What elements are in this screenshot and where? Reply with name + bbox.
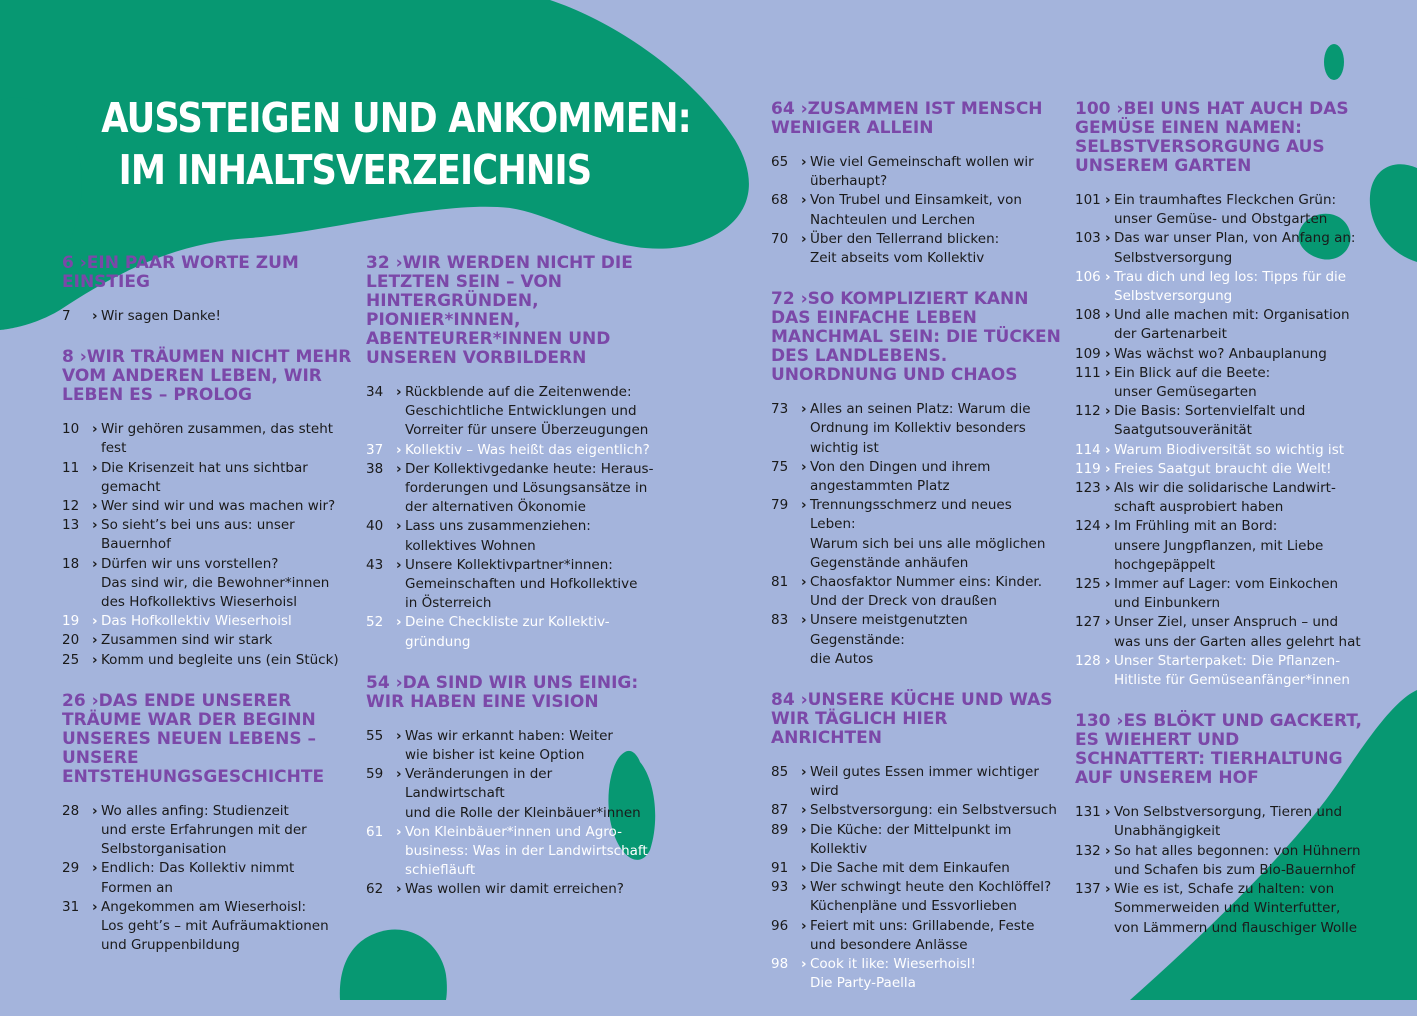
section-title: DAS ENDE UNSERER TRÄUME WAR DER BEGINN UNSERES NEUEN LEBENS – UNSERE ENTSTEHUNGSGESCHICHTE [62, 690, 325, 787]
toc-section [771, 691, 1061, 993]
toc-entry[interactable] [771, 458, 1061, 496]
entry-text: Cook it like: Wieserhoisl! Die Party-Paella [810, 956, 976, 992]
chevron-right-icon: › [1105, 842, 1111, 859]
toc-section [62, 254, 352, 326]
entry-text: Wir sagen Danke! [101, 308, 221, 324]
entry-page-number: 55 [366, 727, 384, 744]
toc-section [1075, 712, 1365, 937]
entry-page-number: 96 [771, 917, 789, 934]
chevron-right-icon: › [801, 230, 807, 247]
chevron-right-icon: › [92, 802, 98, 819]
entry-text: Alles an seinen Platz: Warum die Ordnung im Kollektiv besonders wichtig ist [810, 401, 1031, 456]
entry-page-number: 70 [771, 230, 789, 247]
chevron-right-icon: › [92, 613, 98, 630]
toc-entry[interactable] [1075, 880, 1365, 938]
section-page-number: 54 [366, 672, 390, 693]
entry-page-number: 112 [1075, 403, 1101, 420]
toc-entry[interactable] [62, 612, 352, 631]
toc-entry[interactable] [62, 898, 352, 956]
entry-page-number: 59 [366, 766, 384, 783]
entry-page-number: 19 [62, 613, 80, 630]
toc-entry[interactable] [366, 727, 656, 765]
entry-text: Im Frühling mit an Bord: unsere Jungpflanzen, mit Liebe hochgepäppelt [1114, 518, 1324, 573]
section-heading[interactable] [771, 691, 1061, 748]
entry-text: Wie es ist, Schafe zu halten: von Sommerweiden und Winterfutter, von Lämmern und flauschiger Wolle [1114, 881, 1358, 936]
chevron-right-icon: › [389, 672, 403, 693]
toc-section [62, 692, 352, 956]
section-page-number: 100 [1075, 99, 1111, 119]
entry-text: Freies Saatgut braucht die Welt! [1114, 460, 1332, 477]
toc-column-4 [1075, 100, 1365, 960]
entry-page-number: 29 [62, 860, 80, 877]
chevron-right-icon: › [92, 308, 98, 324]
toc-entry[interactable] [1075, 306, 1365, 344]
toc-entry[interactable] [62, 631, 352, 650]
section-page-number: 8 [62, 347, 74, 368]
section-page-number: 130 [1075, 711, 1111, 732]
entry-page-number: 109 [1075, 345, 1101, 362]
toc-entry[interactable] [771, 400, 1061, 458]
entry-text: Unsere meistgenutzten Gegenstände: die Autos [810, 612, 968, 667]
entry-page-number: 83 [771, 612, 789, 629]
chevron-right-icon: › [1105, 345, 1111, 362]
entry-page-number: 111 [1075, 364, 1101, 381]
chevron-right-icon: › [396, 881, 402, 898]
toc-entry[interactable] [1075, 402, 1365, 440]
entry-page-number: 106 [1075, 268, 1101, 285]
entry-page-number: 38 [366, 460, 384, 477]
toc-entry[interactable] [1075, 268, 1365, 306]
entry-text: Weil gutes Essen immer wichtiger wird [810, 764, 1039, 800]
chevron-right-icon: › [1105, 364, 1111, 381]
chevron-right-icon: › [794, 690, 808, 711]
toc-entry[interactable] [1075, 441, 1365, 460]
toc-entry[interactable] [771, 153, 1061, 191]
toc-entry[interactable] [1075, 803, 1365, 841]
entry-page-number: 103 [1075, 230, 1101, 247]
entry-page-number: 125 [1075, 576, 1101, 593]
toc-entry[interactable] [366, 613, 656, 651]
section-heading[interactable] [62, 692, 352, 787]
entry-text: Was wollen wir damit erreichen? [405, 881, 624, 898]
chevron-right-icon: › [92, 860, 98, 877]
entry-text: Unsere Kollektivpartner*innen: Gemeinschaften und Hofkollektive in Österreich [405, 556, 638, 612]
entry-text: Unser Starterpaket: Die Pflanzen- Hitliste für Gemüseanfänger*innen [1114, 652, 1350, 689]
chevron-right-icon: › [1105, 881, 1111, 898]
entry-text: Von Trubel und Einsamkeit, von Nachteulen und Lerchen [810, 192, 1022, 228]
chevron-right-icon: › [92, 498, 98, 515]
chevron-right-icon: › [801, 821, 807, 838]
toc-section [771, 290, 1061, 669]
entry-page-number: 13 [62, 517, 80, 534]
section-heading[interactable] [62, 254, 352, 292]
entry-page-number: 93 [771, 879, 789, 896]
chevron-right-icon: › [801, 956, 807, 973]
chevron-right-icon: › [396, 384, 402, 400]
toc-entry[interactable] [771, 801, 1061, 820]
entry-page-number: 28 [62, 802, 80, 819]
toc-entry[interactable] [771, 611, 1061, 669]
entry-text: Über den Tellerrand blicken: Zeit abseits vom Kollektiv [810, 230, 1000, 267]
section-title: DA SIND WIR UNS EINIG: WIR HABEN EINE VISION [366, 672, 639, 712]
toc-entry[interactable] [366, 765, 656, 823]
entry-text: Wo alles anfing: Studienzeit und erste Erfahrungen mit der Selbstorganisation [101, 802, 307, 858]
entry-page-number: 98 [771, 956, 789, 973]
toc-entry[interactable] [771, 496, 1061, 573]
entry-text: Unser Ziel, unser Anspruch – und was uns der Garten alles gelehrt hat [1114, 614, 1361, 650]
toc-entry[interactable] [62, 651, 352, 670]
toc-entry[interactable] [366, 880, 656, 899]
section-title: ES BLÖKT UND GACKERT, ES WIEHERT UND SCHNATTERT: TIERHALTUNG AUF UNSEREM HOF [1075, 711, 1362, 789]
chevron-right-icon: › [1110, 711, 1124, 732]
entry-page-number: 85 [771, 764, 789, 781]
entry-text: Die Küche: der Mittelpunkt im Kollektiv [810, 821, 1012, 857]
entry-text: Lass uns zusammenziehen: kollektives Wohnen [405, 518, 591, 554]
entry-text: Das Hofkollektiv Wieserhoisl [101, 613, 292, 630]
title-line-1: AUSSTEIGEN UND ANKOMMEN: [101, 94, 691, 142]
chevron-right-icon: › [1105, 192, 1111, 208]
entry-page-number: 7 [62, 308, 71, 324]
toc-entry[interactable] [366, 460, 656, 518]
chevron-right-icon: › [73, 253, 87, 273]
entry-page-number: 101 [1075, 192, 1101, 208]
entry-text: Wie viel Gemeinschaft wollen wir überhaupt? [810, 154, 1034, 190]
chevron-right-icon: › [396, 823, 402, 840]
chevron-right-icon: › [396, 727, 402, 744]
toc-entry[interactable] [1075, 364, 1365, 402]
entry-page-number: 128 [1075, 652, 1101, 669]
entry-text: Das war unser Plan, von Anfang an: Selbstversorgung [1114, 230, 1356, 266]
entry-text: Und alle machen mit: Organisation der Gartenarbeit [1114, 307, 1350, 343]
toc-section [771, 100, 1061, 268]
chevron-right-icon: › [794, 289, 808, 310]
chevron-right-icon: › [1105, 268, 1111, 285]
entry-text: Trennungsschmerz und neues Leben: Warum sich bei uns alle möglichen Gegenstände anhäufen [810, 497, 1046, 571]
chevron-right-icon: › [1105, 614, 1111, 631]
entry-text: Dürfen wir uns vorstellen? Das sind wir, die Bewohner*innen des Hofkollektivs Wieserhoisl [101, 555, 330, 611]
chevron-right-icon: › [92, 898, 98, 915]
entry-page-number: 137 [1075, 881, 1101, 898]
toc-entry[interactable] [1075, 613, 1365, 651]
chevron-right-icon: › [396, 441, 402, 458]
chevron-right-icon: › [92, 632, 98, 649]
entry-text: Chaosfaktor Nummer eins: Kinder. Und der Dreck von draußen [810, 574, 1043, 610]
chevron-right-icon: › [801, 154, 807, 170]
toc-entry[interactable] [771, 191, 1061, 229]
section-title: BEI UNS HAT AUCH DAS GEMÜSE EINEN NAMEN: SELBSTVERSORGUNG AUS UNSEREM GARTEN [1075, 99, 1349, 176]
blob-right-edge [1370, 164, 1417, 262]
chevron-right-icon: › [92, 651, 98, 668]
section-page-number: 72 [771, 289, 795, 310]
toc-column-1 [62, 254, 352, 977]
section-title: EIN PAAR WORTE ZUM EINSTIEG [62, 253, 299, 292]
toc-entry[interactable] [771, 230, 1061, 268]
toc-entry[interactable] [771, 573, 1061, 611]
chevron-right-icon: › [1110, 99, 1124, 119]
toc-entry[interactable] [62, 555, 352, 613]
chevron-right-icon: › [92, 517, 98, 534]
toc-entry[interactable] [62, 420, 352, 458]
toc-section [62, 348, 352, 670]
section-page-number: 26 [62, 690, 86, 711]
toc-entry[interactable] [771, 859, 1061, 878]
entry-text: Von Kleinbäuer*innen und Agro- business: Was in der Landwirtschaft schiefläuft [405, 823, 648, 879]
entry-page-number: 31 [62, 898, 80, 915]
toc-entry[interactable] [62, 497, 352, 516]
chevron-right-icon: › [396, 460, 402, 477]
chevron-right-icon: › [794, 99, 808, 119]
entry-page-number: 119 [1075, 460, 1101, 477]
chevron-right-icon: › [801, 497, 807, 514]
entry-text: Die Sache mit dem Einkaufen [810, 860, 1010, 877]
entry-page-number: 61 [366, 823, 384, 840]
entry-text: Was wir erkannt haben: Weiter wie bisher ist keine Option [405, 727, 613, 764]
entry-text: Von Selbstversorgung, Tieren und Unabhängigkeit [1114, 804, 1343, 840]
toc-entry[interactable] [771, 878, 1061, 916]
entry-page-number: 79 [771, 497, 789, 514]
chevron-right-icon: › [396, 518, 402, 535]
entry-text: Ein traumhaftes Fleckchen Grün: unser Gemüse- und Obstgarten [1114, 192, 1337, 228]
entry-page-number: 11 [62, 459, 80, 476]
section-page-number: 64 [771, 99, 795, 119]
chevron-right-icon: › [1105, 480, 1111, 497]
chevron-right-icon: › [92, 459, 98, 476]
entry-text: Trau dich und leg los: Tipps für die Selbstversorgung [1114, 268, 1347, 305]
entry-page-number: 10 [62, 421, 80, 438]
toc-entry[interactable] [1075, 575, 1365, 613]
toc-section [366, 674, 656, 900]
blob-small-top-right [1324, 44, 1344, 80]
entry-text: So sieht’s bei uns aus: unser Bauernhof [101, 517, 295, 553]
entry-page-number: 12 [62, 498, 80, 515]
toc-entry[interactable] [366, 823, 656, 881]
toc-entry[interactable] [62, 516, 352, 554]
entry-page-number: 52 [366, 614, 384, 631]
chevron-right-icon: › [1105, 652, 1111, 669]
chevron-right-icon: › [73, 347, 87, 368]
chevron-right-icon: › [1105, 804, 1111, 821]
chevron-right-icon: › [801, 574, 807, 591]
entry-text: Die Krisenzeit hat uns sichtbar gemacht [101, 459, 308, 495]
section-heading[interactable] [1075, 100, 1365, 176]
section-title: WIR WERDEN NICHT DIE LETZTEN SEIN – VON HINTERGRÜNDEN, PIONIER*INNEN, ABENTEURER*INNEN UND UNSEREN VORBILDERN [366, 253, 633, 368]
entry-text: Was wächst wo? Anbauplanung [1114, 345, 1327, 362]
entry-page-number: 81 [771, 574, 789, 591]
toc-entry[interactable] [366, 517, 656, 555]
entry-text: So hat alles begonnen: von Hühnern und Schafen bis zum Bio-Bauernhof [1114, 842, 1361, 878]
toc-entry[interactable] [1075, 460, 1365, 479]
entry-text: Wer sind wir und was machen wir? [101, 498, 336, 515]
entry-text: Rückblende auf die Zeitenwende: Geschichtliche Entwicklungen und Vorreiter für unsere Überzeugungen [405, 384, 649, 439]
chevron-right-icon: › [389, 253, 403, 273]
chevron-right-icon: › [801, 192, 807, 209]
title-line-2: IM INHALTSVERZEICHNIS [118, 146, 592, 194]
section-page-number: 32 [366, 253, 390, 273]
chevron-right-icon: › [801, 879, 807, 896]
section-heading[interactable] [366, 254, 656, 368]
chevron-right-icon: › [1105, 441, 1111, 458]
toc-entry[interactable] [771, 763, 1061, 801]
section-title: UNSERE KÜCHE UND WAS WIR TÄGLICH HIER ANRICHTEN [771, 690, 1053, 749]
chevron-right-icon: › [801, 612, 807, 629]
entry-text: Wir gehören zusammen, das steht fest [101, 421, 334, 457]
toc-column-3 [771, 100, 1061, 1016]
toc-entry[interactable] [62, 802, 352, 860]
entry-text: Ein Blick auf die Beete: unser Gemüsegarten [1114, 364, 1271, 401]
section-title: SO KOMPLIZIERT KANN DAS EINFACHE LEBEN MANCHMAL SEIN: DIE TÜCKEN DES LANDLEBENS. UNORDNUNG UND CHAOS [771, 289, 1061, 386]
entry-text: Angekommen am Wieserhoisl: Los geht’s – mit Aufräumaktionen und Gruppenbildung [101, 898, 329, 954]
toc-entry[interactable] [366, 441, 656, 460]
entry-page-number: 43 [366, 556, 384, 573]
toc-entry[interactable] [62, 859, 352, 897]
entry-page-number: 114 [1075, 441, 1101, 458]
chevron-right-icon: › [85, 690, 99, 711]
chevron-right-icon: › [801, 802, 807, 819]
entry-text: Der Kollektivgedanke heute: Heraus- forderungen und Lösungsansätze in der alternativen Ökonomie [405, 460, 654, 516]
toc-entry[interactable] [62, 307, 352, 326]
entry-text: Wer schwingt heute den Kochlöffel? Küchenpläne und Essvorlieben [810, 879, 1052, 915]
chevron-right-icon: › [801, 458, 807, 475]
section-heading[interactable] [366, 674, 656, 712]
toc-entry[interactable] [1075, 191, 1365, 229]
entry-page-number: 87 [771, 802, 789, 819]
entry-text: Immer auf Lager: vom Einkochen und Einbunkern [1114, 576, 1339, 612]
entry-text: Von den Dingen und ihrem angestammten Platz [810, 458, 991, 495]
entry-page-number: 62 [366, 881, 384, 898]
chevron-right-icon: › [801, 401, 807, 418]
toc-entry[interactable] [1075, 345, 1365, 364]
entry-page-number: 65 [771, 154, 789, 170]
chevron-right-icon: › [1105, 307, 1111, 324]
entry-page-number: 73 [771, 401, 789, 418]
entry-page-number: 37 [366, 441, 384, 458]
chevron-right-icon: › [1105, 518, 1111, 535]
entry-text: Die Basis: Sortenvielfalt und Saatgutsouveränität [1114, 403, 1306, 439]
toc-entry[interactable] [1075, 229, 1365, 267]
entry-page-number: 20 [62, 632, 80, 649]
entry-page-number: 68 [771, 192, 789, 209]
entry-page-number: 25 [62, 651, 80, 668]
toc-entry[interactable] [1075, 842, 1365, 880]
entry-page-number: 108 [1075, 307, 1101, 324]
entry-text: Veränderungen in der Landwirtschaft und die Rolle der Kleinbäuer*innen [405, 766, 641, 821]
section-heading[interactable] [1075, 712, 1365, 788]
toc-entry[interactable] [366, 383, 656, 441]
section-heading[interactable] [771, 290, 1061, 385]
chevron-right-icon: › [801, 860, 807, 877]
section-heading[interactable] [771, 100, 1061, 138]
chevron-right-icon: › [92, 555, 98, 572]
entry-page-number: 75 [771, 458, 789, 475]
chevron-right-icon: › [1105, 230, 1111, 247]
toc-column-2 [366, 254, 656, 922]
chevron-right-icon: › [396, 766, 402, 783]
toc-section [366, 254, 656, 652]
page-title [101, 92, 691, 196]
section-page-number: 84 [771, 690, 795, 711]
entry-text: Komm und begleite uns (ein Stück) [101, 651, 339, 668]
entry-page-number: 123 [1075, 480, 1101, 497]
entry-page-number: 89 [771, 821, 789, 838]
entry-text: Feiert mit uns: Grillabende, Feste und besondere Anlässe [810, 917, 1035, 953]
entry-text: Deine Checkliste zur Kollektiv- gründung [405, 614, 610, 650]
toc-entry[interactable] [366, 556, 656, 614]
entry-text: Endlich: Das Kollektiv nimmt Formen an [101, 860, 295, 896]
entry-text: Selbstversorgung: ein Selbstversuch [810, 802, 1057, 819]
section-page-number: 6 [62, 253, 74, 273]
entry-text: Als wir die solidarische Landwirt- schaft ausprobiert haben [1114, 480, 1336, 516]
entry-text: Zusammen sind wir stark [101, 632, 273, 649]
chevron-right-icon: › [1105, 576, 1111, 593]
section-title: ZUSAMMEN IST MENSCH WENIGER ALLEIN [771, 99, 1043, 138]
entry-page-number: 18 [62, 555, 80, 572]
chevron-right-icon: › [1105, 460, 1111, 477]
chevron-right-icon: › [396, 556, 402, 573]
toc-entry[interactable] [62, 459, 352, 497]
toc-section [1075, 100, 1365, 690]
entry-page-number: 124 [1075, 518, 1101, 535]
entry-page-number: 91 [771, 860, 789, 877]
entry-text: Kollektiv – Was heißt das eigentlich? [405, 441, 650, 458]
entry-page-number: 131 [1075, 804, 1101, 821]
entry-text: Warum Biodiversität so wichtig ist [1114, 441, 1345, 458]
section-title: WIR TRÄUMEN NICHT MEHR VOM ANDEREN LEBEN, WIR LEBEN ES – PROLOG [62, 347, 352, 406]
entry-page-number: 127 [1075, 614, 1101, 631]
chevron-right-icon: › [1105, 403, 1111, 420]
toc-entry[interactable] [1075, 479, 1365, 517]
section-heading[interactable] [62, 348, 352, 405]
toc-entry[interactable] [771, 917, 1061, 955]
chevron-right-icon: › [801, 764, 807, 781]
entry-page-number: 132 [1075, 842, 1101, 859]
toc-entry[interactable] [1075, 517, 1365, 575]
chevron-right-icon: › [92, 421, 98, 438]
blob-bottom-center [340, 930, 447, 1000]
chevron-right-icon: › [801, 917, 807, 934]
toc-entry[interactable] [771, 821, 1061, 859]
toc-entry[interactable] [771, 955, 1061, 993]
entry-page-number: 34 [366, 384, 384, 400]
toc-entry[interactable] [1075, 652, 1365, 690]
chevron-right-icon: › [396, 614, 402, 631]
entry-page-number: 40 [366, 518, 384, 535]
